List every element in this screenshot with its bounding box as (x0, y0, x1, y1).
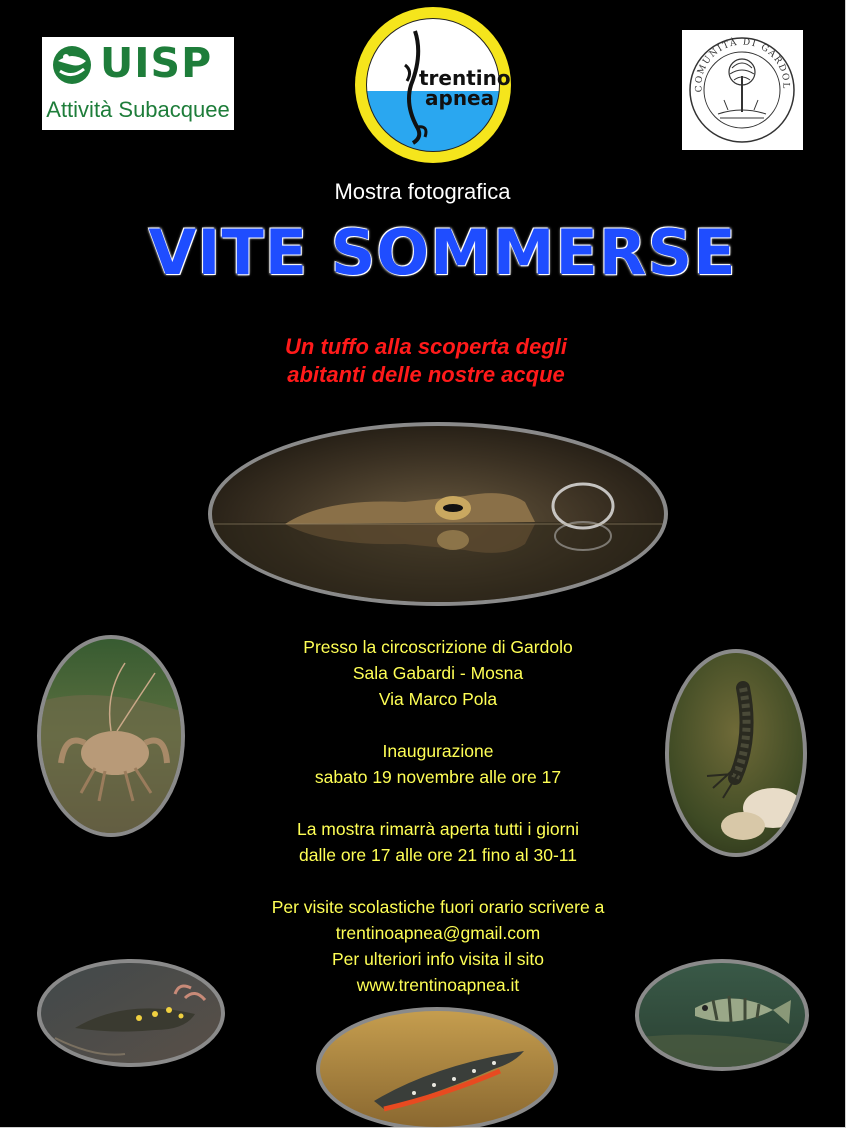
apnea-text: apnea (425, 86, 495, 110)
contact-line-1: Per visite scolastiche fuori orario scrivere a (271, 897, 605, 917)
uisp-subtitle: Attività Subacquee (46, 97, 230, 122)
contact-website[interactable]: www.trentinoapnea.it (356, 975, 520, 995)
venue-line-3: Via Marco Pola (378, 689, 498, 709)
venue-line-2: Sala Gabardi - Mosna (352, 663, 524, 683)
gardolo-seal-logo (682, 30, 803, 150)
exhibition-subtitle: Mostra fotografica (334, 179, 511, 204)
opening-line-2: sabato 19 novembre alle ore 17 (314, 767, 562, 787)
tagline-line-1: Un tuffo alla scoperta degli (285, 334, 567, 359)
hours-line-1: La mostra rimarrà aperta tutti i giorni (296, 819, 580, 839)
tagline-line-2: abitanti delle nostre acque (287, 362, 565, 387)
opening-line-1: Inaugurazione (382, 741, 494, 761)
uisp-logo (42, 37, 234, 130)
hours-line-2: dalle ore 17 alle ore 21 fino al 30-11 (299, 845, 577, 865)
trentino-text: trentino (419, 66, 511, 90)
frog-photo (205, 418, 671, 610)
exhibition-title: VITE SOMMERSE (148, 216, 737, 289)
venue-line-1: Presso la circoscrizione di Gardolo (303, 637, 573, 657)
tagline (0, 333, 846, 389)
uisp-wordmark: UISP (100, 39, 213, 87)
contact-email[interactable]: trentinoapnea@gmail.com (335, 923, 541, 943)
newt-photo (314, 1005, 560, 1127)
event-info (0, 634, 846, 998)
seal-text: COMUNITÀ DI GARDOL (694, 37, 791, 93)
trentino-apnea-logo (353, 5, 513, 165)
contact-line-3: Per ulteriori info visita il sito (331, 949, 545, 969)
uisp-emblem-icon (50, 43, 98, 87)
